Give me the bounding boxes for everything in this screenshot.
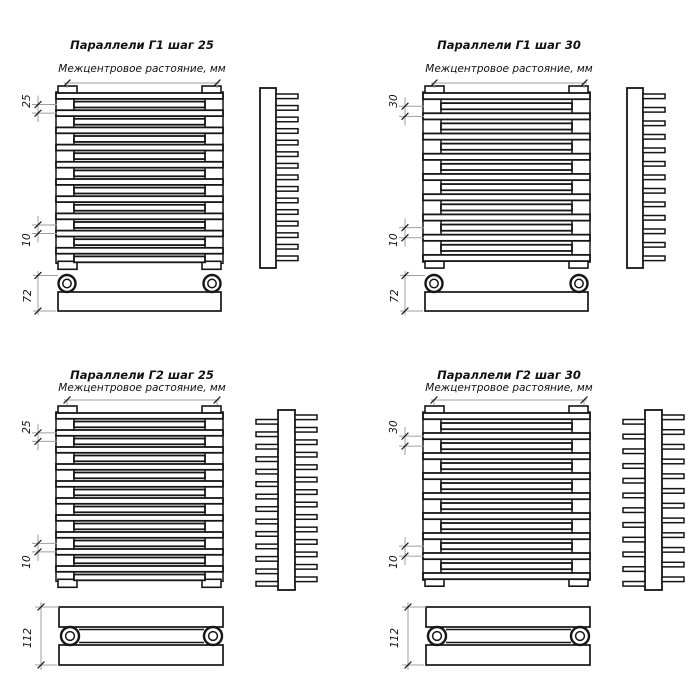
- dimension-depth: 112: [22, 627, 34, 649]
- dimension-step-bottom: 10: [388, 555, 400, 569]
- dimension-step-top: 30: [388, 94, 400, 108]
- dimension-depth: 72: [22, 289, 34, 303]
- center-distance-label: Межцентровое растояние, мм: [425, 63, 593, 75]
- diagram-title: Параллели Г1 шаг 25: [70, 38, 214, 52]
- dimension-step-top: 30: [388, 420, 400, 434]
- diagram-g1-step-25: [0, 0, 333, 345]
- diagram-g2-step-30: [367, 330, 700, 675]
- diagram-title: Параллели Г2 шаг 30: [437, 368, 581, 382]
- dimension-step-bottom: 10: [21, 555, 33, 569]
- center-distance-label: Межцентровое растояние, мм: [58, 63, 226, 75]
- center-distance-label: Межцентровое растояние, мм: [425, 382, 593, 394]
- dimension-step-top: 25: [21, 420, 33, 434]
- dimension-step-bottom: 10: [388, 233, 400, 247]
- center-distance-label: Межцентровое растояние, мм: [58, 382, 226, 394]
- dimension-depth: 72: [389, 289, 401, 303]
- diagram-title: Параллели Г1 шаг 30: [437, 38, 581, 52]
- dimension-depth: 112: [389, 627, 401, 649]
- diagram-g2-step-25: [0, 330, 333, 675]
- dimension-step-top: 25: [21, 94, 33, 108]
- diagram-title: Параллели Г2 шаг 25: [70, 368, 214, 382]
- diagram-g1-step-30: [367, 0, 700, 345]
- dimension-step-bottom: 10: [21, 233, 33, 247]
